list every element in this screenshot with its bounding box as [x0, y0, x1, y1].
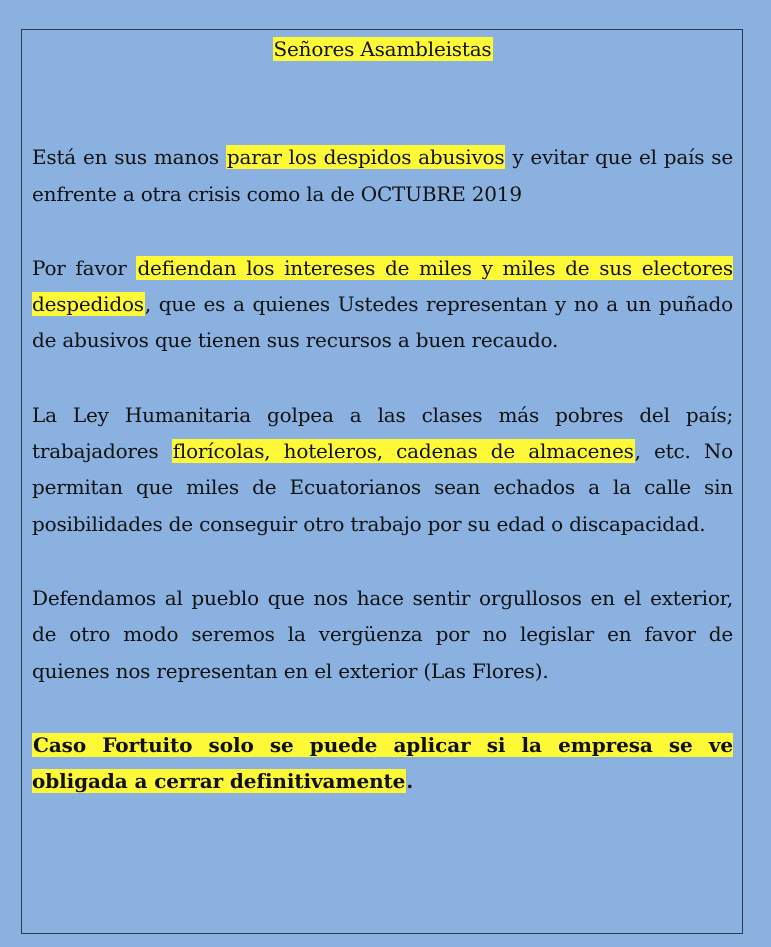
title-highlight: Señores Asambleistas — [273, 37, 492, 61]
paragraph-1 — [32, 139, 733, 212]
document-body — [32, 30, 733, 799]
p1-text-pre: Está en sus manos — [32, 145, 226, 170]
paragraph-5 — [32, 727, 733, 800]
p5-highlight: Caso Fortuito solo se puede aplicar si la empresa se ve obligada a cerrar definitivamente — [32, 732, 733, 794]
p2-text-pre: Por favor — [32, 255, 137, 280]
p1-highlight: parar los despidos abusivos — [226, 145, 505, 170]
p3-highlight: florícolas, hoteleros, cadenas de almacenes — [172, 439, 634, 464]
paragraph-2 — [32, 250, 733, 359]
p1-text-post: y evitar que el país se enfrente a otra crisis como la de OCTUBRE 2019 — [32, 145, 733, 206]
document-title — [32, 30, 733, 67]
p2-text-post: , que es a quienes Ustedes representan y no a un puñado de abusivos que tienen sus recursos a buen recaudo. — [32, 292, 733, 353]
p5-text-post: . — [406, 769, 414, 794]
paragraph-4 — [32, 580, 733, 689]
p2-highlight: defiendan los intereses de miles y miles de sus electores despedidos — [32, 255, 733, 317]
p3-text-post: , etc. No permitan que miles de Ecuatorianos sean echados a la calle sin posibilidades de conseguir otro trabajo por su edad o discapacidad. — [32, 439, 733, 536]
p3-text-pre: La Ley Humanitaria golpea a las clases más pobres del país; trabajadores — [32, 402, 733, 464]
p4-text: Defendamos al pueblo que nos hace sentir orgullosos en el exterior, de otro modo seremos la vergüenza por no legislar en favor de quienes nos representan en el exterior (Las Flores). — [32, 585, 733, 683]
paragraph-3 — [32, 397, 733, 542]
